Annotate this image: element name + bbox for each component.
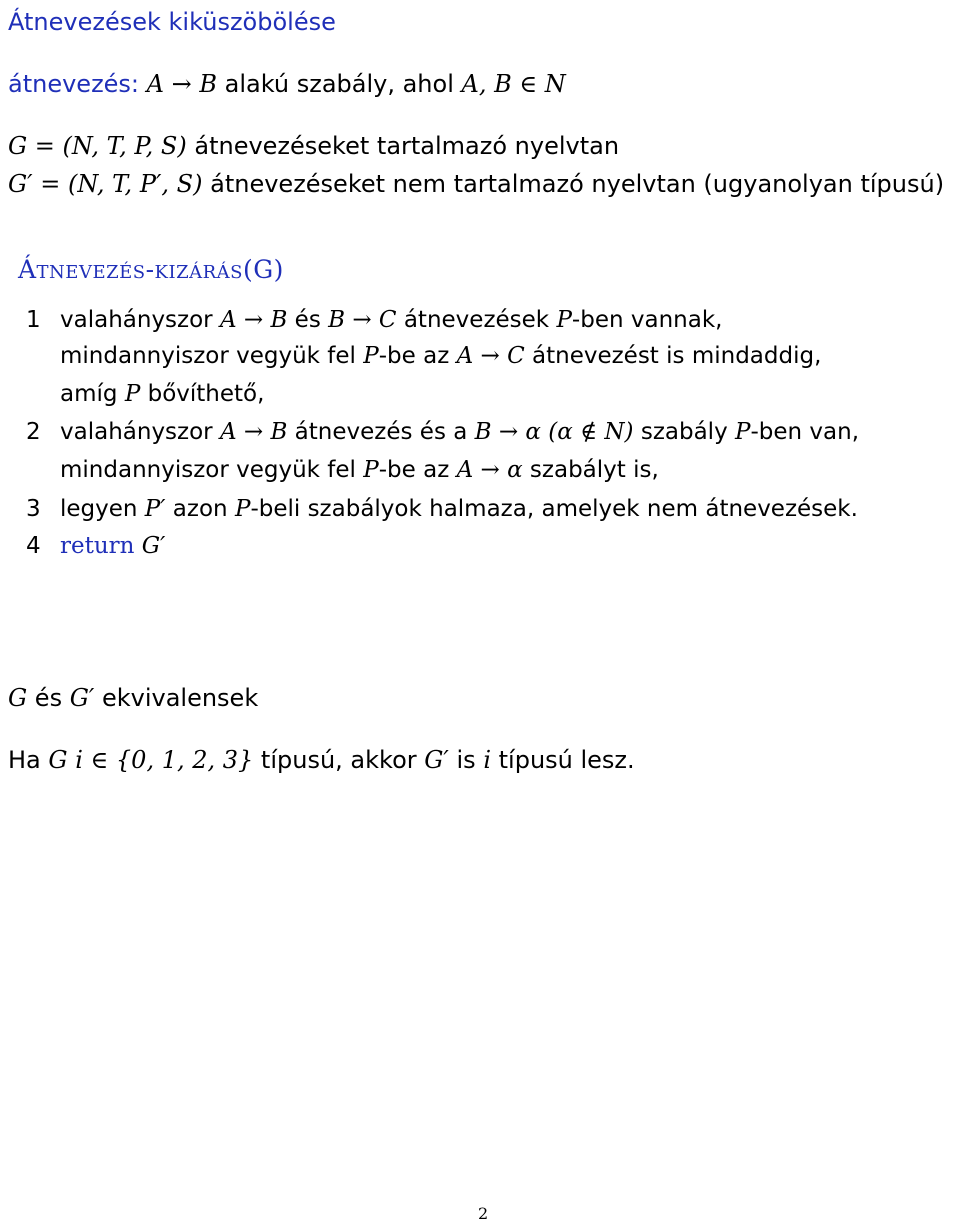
step-text: legyen bbox=[60, 496, 145, 522]
equiv-g: G bbox=[8, 684, 28, 712]
algorithm-line bbox=[26, 493, 858, 525]
step-number: 1 bbox=[26, 307, 41, 333]
definition-text: alakú szabály, ahol bbox=[224, 70, 454, 98]
math-expression: P bbox=[735, 419, 751, 445]
math-expression: P bbox=[234, 496, 251, 522]
equiv-text: ekvivalensek bbox=[94, 684, 259, 712]
page-number: 2 bbox=[478, 1204, 489, 1223]
algorithm-name: Átnevezés-kizárás(G) bbox=[18, 255, 284, 284]
math-expression: P bbox=[556, 307, 572, 333]
step-text: amíg bbox=[60, 381, 125, 407]
step-text: szabály bbox=[633, 419, 735, 445]
definition-condition: A, B ∈ N bbox=[461, 70, 566, 98]
definition-formula: A → B bbox=[146, 70, 217, 98]
algorithm-line bbox=[26, 304, 722, 336]
step-number: 2 bbox=[26, 419, 41, 445]
type-i: i bbox=[483, 746, 491, 774]
math-expression: B → C bbox=[328, 307, 397, 333]
algorithm-line bbox=[60, 340, 821, 372]
step-text: azon bbox=[165, 496, 235, 522]
math-expression: P bbox=[124, 381, 141, 407]
step-text: -ben vannak, bbox=[571, 307, 723, 333]
return-value: G′ bbox=[141, 533, 166, 559]
equiv-and: és bbox=[27, 684, 70, 712]
math-expression: P bbox=[363, 457, 379, 483]
type-is: is bbox=[448, 746, 484, 774]
step-text: szabályt is, bbox=[522, 457, 659, 483]
step-text: átnevezést is mindaddig, bbox=[524, 343, 822, 369]
return-keyword: return bbox=[60, 533, 135, 559]
frame-title: Átnevezések kiküszöbölése bbox=[8, 8, 336, 36]
step-text: -beli szabályok halmaza, amelyek nem átnevezések. bbox=[250, 496, 858, 522]
step-text: mindannyiszor vegyük fel bbox=[60, 343, 364, 369]
type-text-1: típusú, akkor bbox=[253, 746, 425, 774]
type-g: G bbox=[48, 746, 68, 774]
algorithm-line bbox=[26, 416, 859, 448]
step-text: -be az bbox=[378, 343, 457, 369]
definition-label: átnevezés: bbox=[8, 70, 140, 98]
math-expression: A → C bbox=[456, 343, 525, 369]
type-ha: Ha bbox=[8, 746, 49, 774]
type-set: i ∈ {0, 1, 2, 3} bbox=[75, 746, 254, 774]
equivalence-line bbox=[8, 682, 258, 714]
type-g-prime: G′ bbox=[424, 746, 449, 774]
step-number: 3 bbox=[26, 496, 41, 522]
step-text: -be az bbox=[378, 457, 457, 483]
equiv-g-prime: G′ bbox=[69, 684, 95, 712]
grammar-g-line bbox=[8, 130, 619, 162]
step-text: valahányszor bbox=[60, 307, 220, 333]
step-text: mindannyiszor vegyük fel bbox=[60, 457, 364, 483]
math-expression: P bbox=[363, 343, 379, 369]
math-expression: B → α (α ∉ N) bbox=[474, 419, 634, 445]
type-preservation-line bbox=[8, 744, 635, 776]
grammar-g-prime-line bbox=[8, 168, 944, 200]
grammar-g-text: átnevezéseket tartalmazó nyelvtan bbox=[194, 132, 620, 160]
algorithm-line bbox=[26, 530, 165, 562]
math-expression: A → B bbox=[219, 307, 288, 333]
math-expression: A → α bbox=[456, 457, 523, 483]
definition-line bbox=[8, 68, 566, 100]
grammar-g-formula: G = (N, T, P, S) bbox=[8, 132, 187, 160]
step-text: valahányszor bbox=[60, 419, 220, 445]
step-text: átnevezés és a bbox=[287, 419, 475, 445]
algorithm-line bbox=[60, 454, 659, 486]
algorithm-line bbox=[60, 378, 264, 410]
grammar-g-prime-formula: G′ = (N, T, P′, S) bbox=[8, 170, 203, 198]
step-number: 4 bbox=[26, 533, 41, 559]
grammar-g-prime-text: átnevezéseket nem tartalmazó nyelvtan (ugyanolyan típusú) bbox=[210, 170, 945, 198]
step-text: -ben van, bbox=[750, 419, 860, 445]
type-text-2: típusú lesz. bbox=[491, 746, 635, 774]
step-text: átnevezések bbox=[396, 307, 557, 333]
step-text: bővíthető, bbox=[140, 381, 265, 407]
math-expression: P′ bbox=[144, 496, 166, 522]
math-expression: A → B bbox=[219, 419, 288, 445]
step-text: és bbox=[287, 307, 329, 333]
